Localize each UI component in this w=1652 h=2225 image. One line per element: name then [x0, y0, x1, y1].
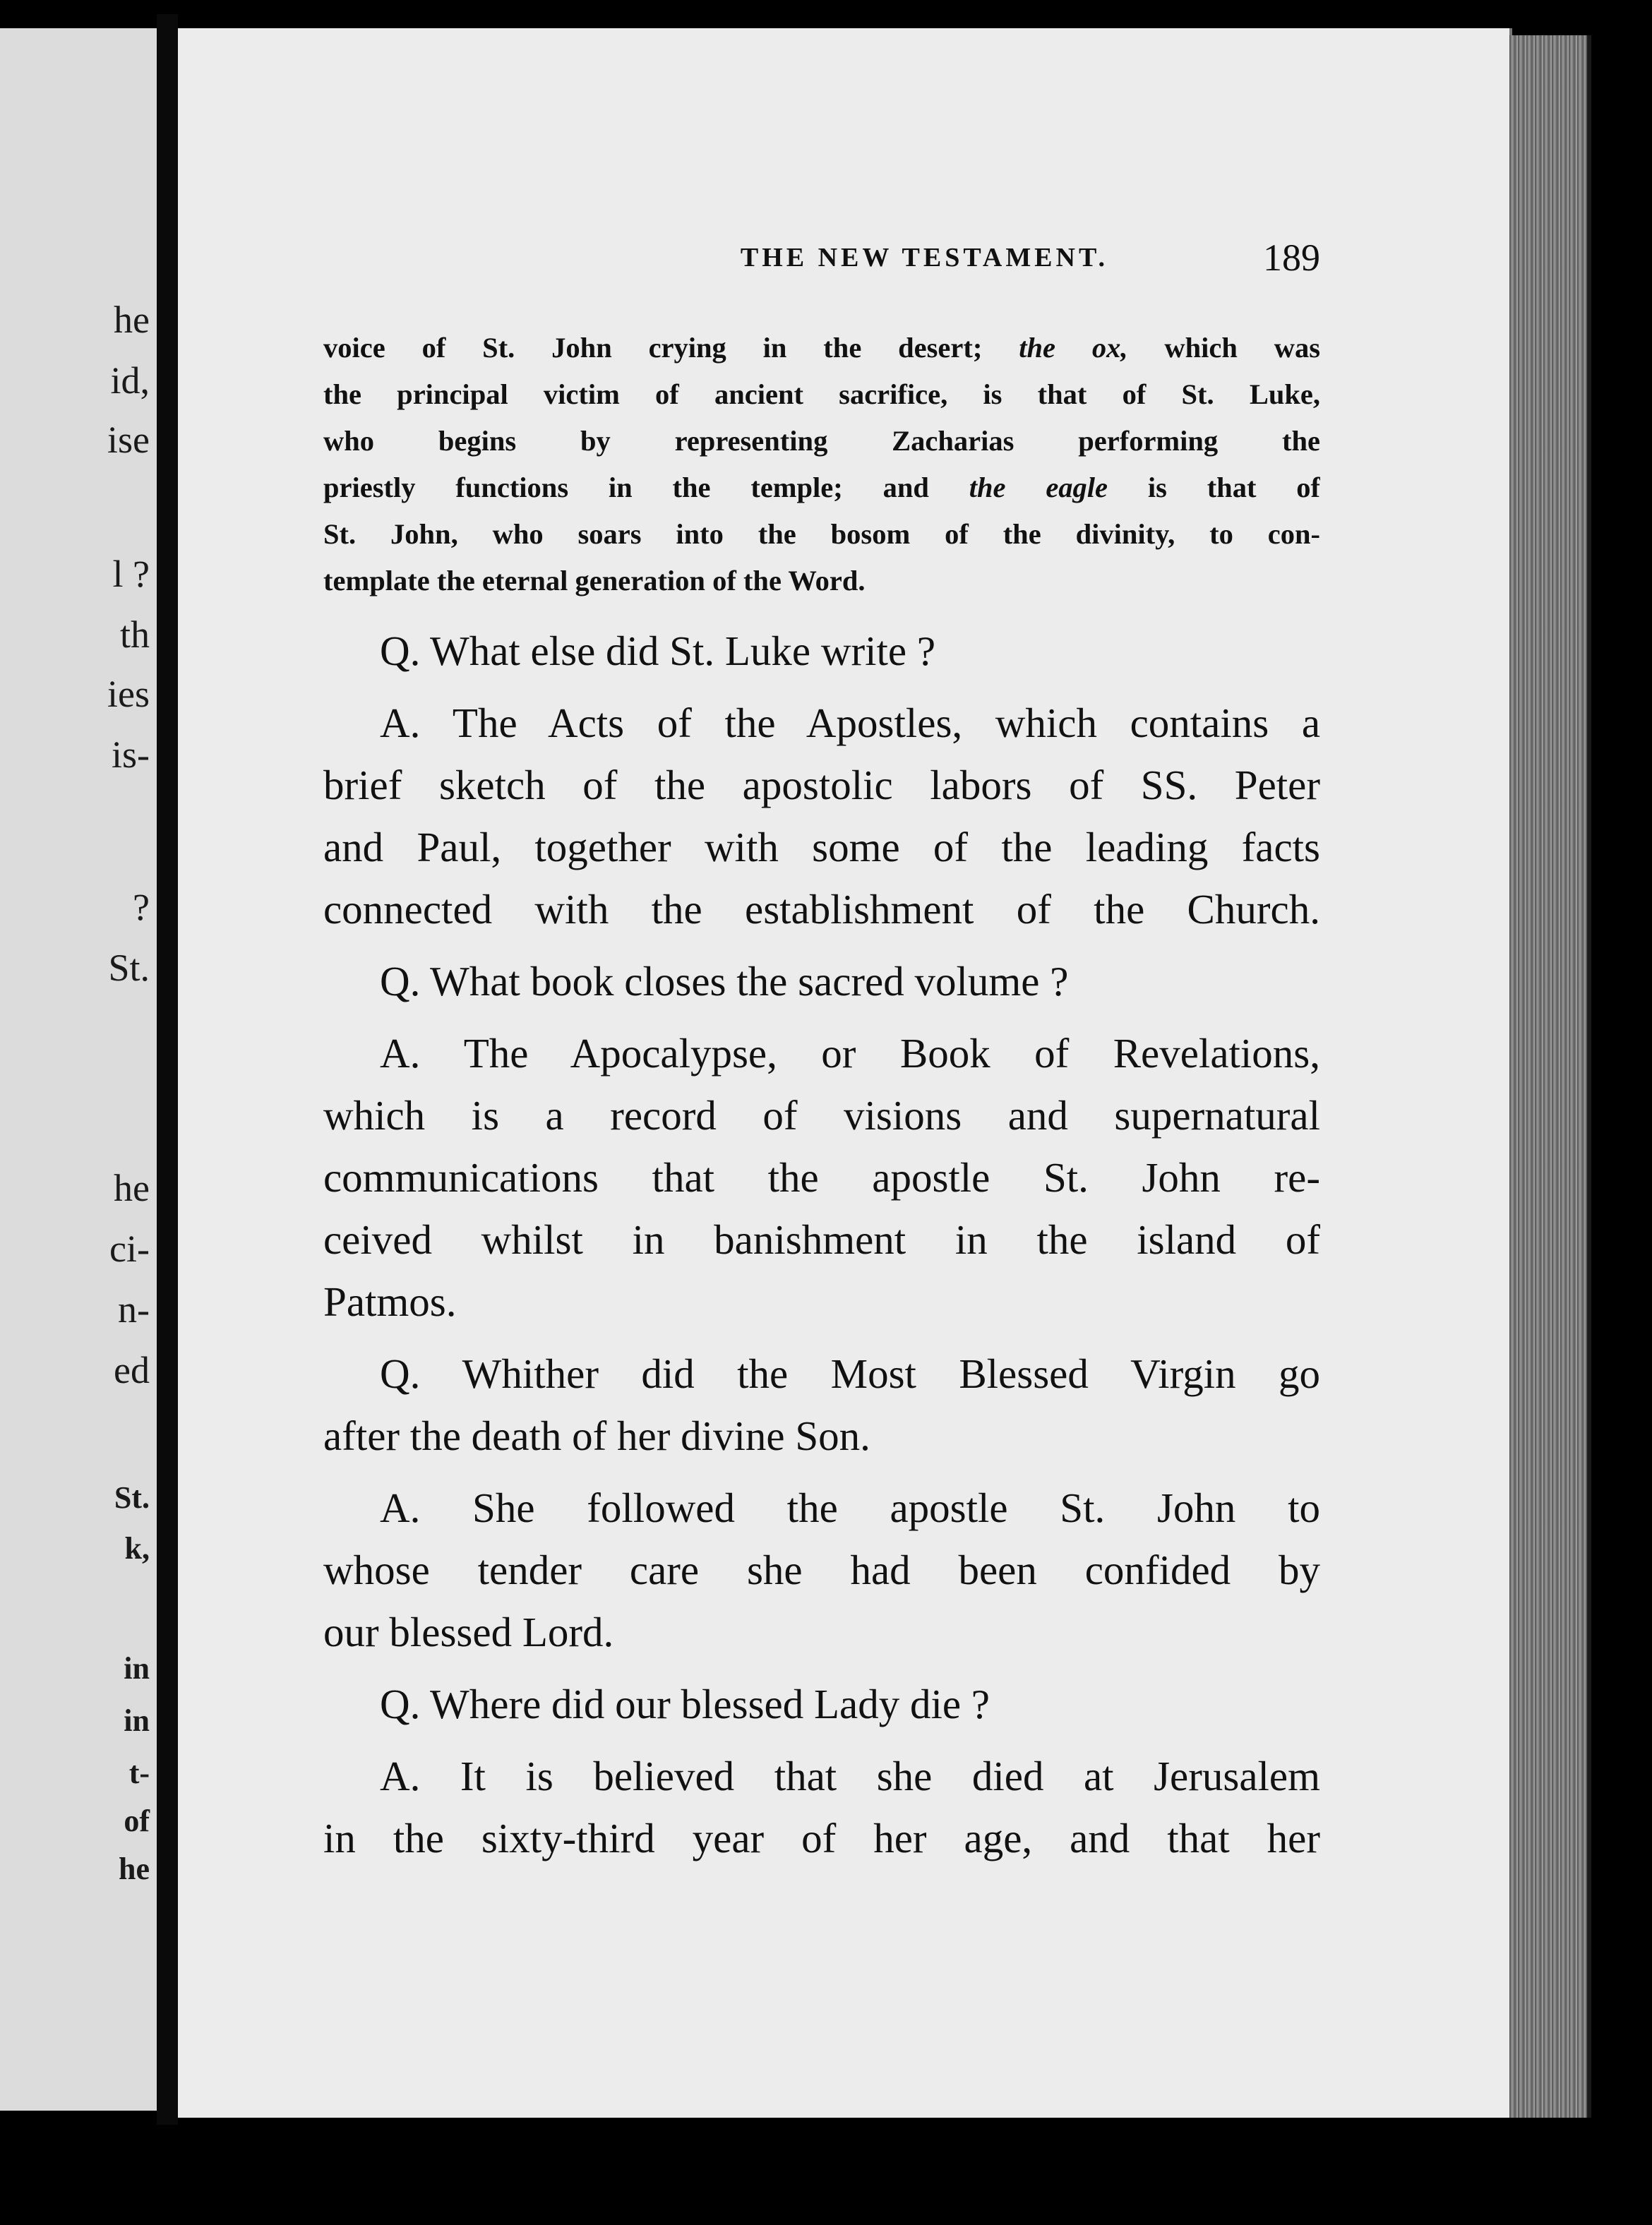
text-line: priestly functions in the temple; and the eagle is that of [323, 472, 1320, 503]
text-line: A. She followed the apostle St. John to [380, 1485, 1320, 1531]
left-page-fragment: in [124, 1651, 150, 1686]
text-line: A. The Apocalypse, or Book of Revelations, [380, 1030, 1320, 1076]
left-page-fragment: is- [112, 733, 150, 776]
left-page-fragment: in [124, 1703, 150, 1738]
left-page-fragment: th [119, 613, 150, 656]
body-text [323, 325, 1320, 1869]
left-page-fragment: n- [118, 1288, 150, 1331]
left-page-fragment: St. [108, 947, 150, 989]
question-2: Q. What book closes the sacred volume ? [380, 958, 1069, 1004]
text-line: whose tender care she had been confided by [323, 1547, 1320, 1593]
left-page-fragment: ? [133, 886, 150, 928]
question-4: Q. Where did our blessed Lady die ? [380, 1681, 990, 1727]
book-gutter [157, 14, 178, 2125]
answer-4 [323, 1745, 1320, 1869]
text-line: ceived whilst in banishment in the island of [323, 1216, 1320, 1263]
text-line: St. John, who soars into the bosom of the divinity, to con- [323, 518, 1320, 550]
page-edges [1509, 35, 1591, 2118]
answer-2 [323, 1022, 1320, 1333]
left-page-fragment: ed [114, 1349, 150, 1391]
left-page-fragment: k, [124, 1531, 150, 1566]
text-line: communications that the apostle St. John re- [323, 1154, 1320, 1201]
text-line: A. It is believed that she died at Jerusalem [380, 1753, 1320, 1799]
text-line: the principal victim of ancient sacrifice, is that of St. Luke, [323, 378, 1320, 410]
left-page [0, 28, 157, 2111]
left-page-fragment: of [124, 1804, 150, 1838]
running-head [325, 236, 1320, 286]
left-page-fragment: ise [107, 419, 150, 461]
text-line: brief sketch of the apostolic labors of SS. Peter [323, 762, 1320, 808]
left-page-fragment: he [114, 299, 150, 341]
left-page-fragment: ci- [109, 1228, 150, 1270]
text-line: our blessed Lord. [323, 1609, 614, 1655]
page-number: 189 [1263, 236, 1320, 279]
text-line: A. The Acts of the Apostles, which contains a [380, 700, 1320, 746]
left-page-fragment: St. [114, 1480, 150, 1515]
text-line: in the sixty-third year of her age, and that her [323, 1815, 1320, 1861]
left-page-fragment: id, [110, 359, 150, 402]
text-line: Q. Whither did the Most Blessed Virgin go [380, 1350, 1320, 1397]
left-page-fragment: he [119, 1852, 150, 1886]
text-line: who begins by representing Zacharias performing the [323, 425, 1320, 457]
question-3 [323, 1343, 1320, 1467]
text-line: voice of St. John crying in the desert; the ox, which was [323, 332, 1320, 364]
running-title: THE NEW TESTAMENT. [740, 243, 1108, 272]
text-line: and Paul, together with some of the leading facts [323, 824, 1320, 870]
left-page-fragment: he [114, 1167, 150, 1209]
text-line: template the eternal generation of the Word. [323, 565, 866, 596]
answer-1 [323, 692, 1320, 940]
text-line: Patmos. [323, 1278, 457, 1325]
left-page-fragment: ies [107, 673, 150, 715]
question-1: Q. What else did St. Luke write ? [380, 628, 936, 674]
text-line: after the death of her divine Son. [323, 1413, 870, 1459]
paragraph-symbols [323, 325, 1320, 604]
answer-3 [323, 1477, 1320, 1663]
left-page-fragment: l ? [112, 553, 150, 595]
text-line: connected with the establishment of the Church. [323, 886, 1320, 932]
text-line: which is a record of visions and supernatural [323, 1092, 1320, 1139]
left-page-fragment: t- [128, 1756, 150, 1790]
